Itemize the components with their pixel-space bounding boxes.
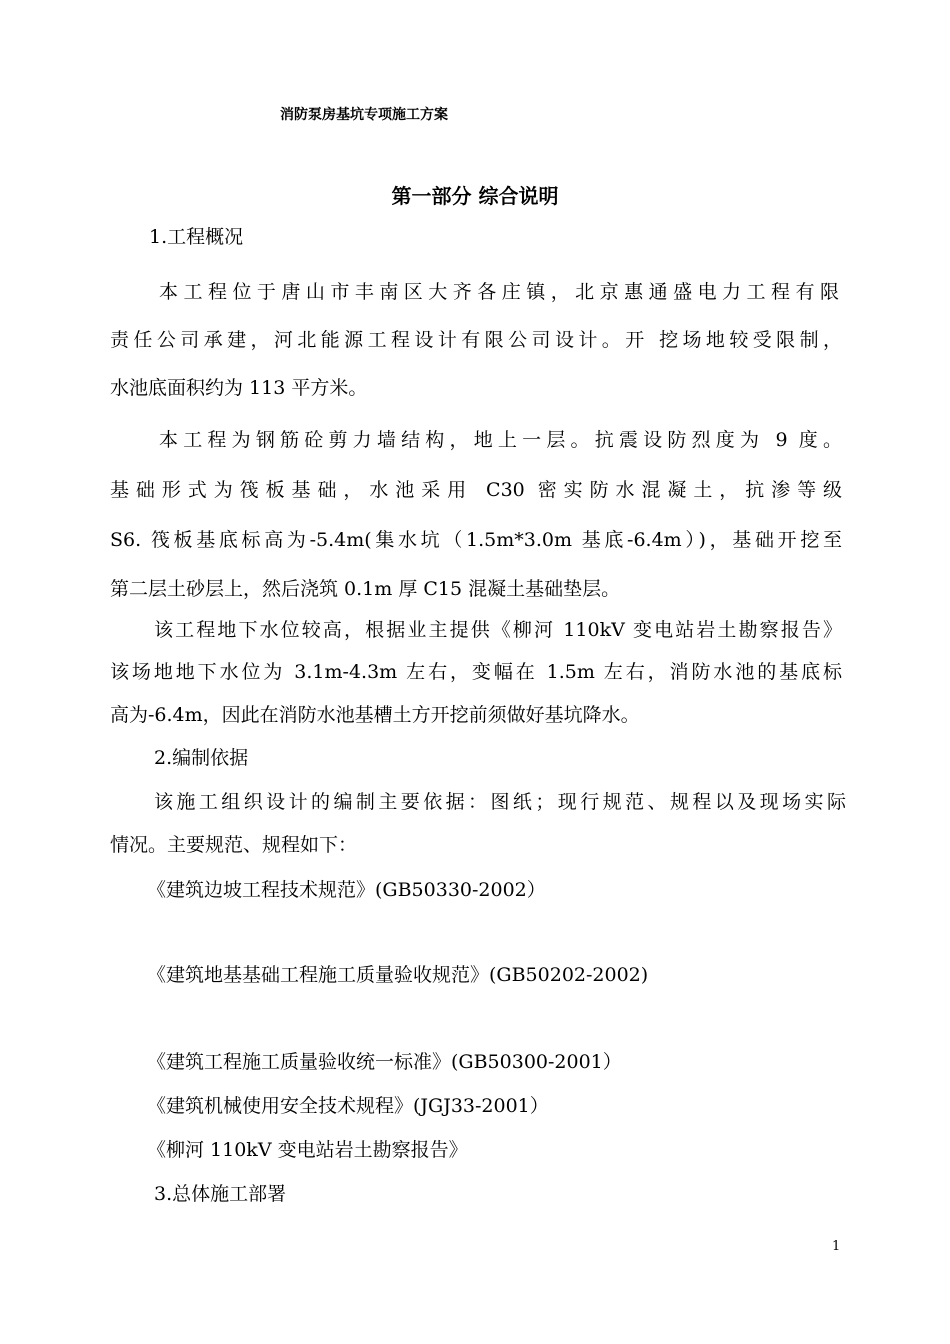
section1-para2-line4: 第二层土砂层上，然后浇筑 0.1m 厚 C15 混凝土基础垫层。 xyxy=(110,578,621,600)
section1-para1-line2: 责任公司承建，河北能源工程设计有限公司设计。开 挖场地较受限制， xyxy=(110,329,842,351)
reference-item: 《建筑地基基础工程施工质量验收规范》(GB50202-2002) xyxy=(147,964,649,986)
part-title: 第一部分 综合说明 xyxy=(391,184,559,208)
section1-para3-line1: 该工程地下水位较高，根据业主提供《柳河 110kV 变电站岩土勘察报告》 xyxy=(154,619,842,641)
section1-heading: 1.工程概况 xyxy=(149,226,244,248)
section1-para3-line3: 高为-6.4m，因此在消防水池基槽土方开挖前须做好基坑降水。 xyxy=(110,704,640,726)
reference-item: 《建筑机械使用安全技术规程》(JGJ33-2001） xyxy=(147,1095,549,1117)
section1-para1-line3: 水池底面积约为 113 平方米。 xyxy=(110,377,368,399)
section1-para2-line1: 本工程为钢筋砼剪力墙结构，地上一层。抗震设防烈度为 9 度。 xyxy=(159,429,842,451)
section2-heading: 2.编制依据 xyxy=(154,747,249,769)
page-number: 1 xyxy=(832,1239,841,1254)
section1-para3-line2: 该场地地下水位为 3.1m-4.3m 左右，变幅在 1.5m 左右，消防水池的基底标 xyxy=(110,661,842,683)
section1-para2-line3: S6. 筏板基底标高为-5.4m(集水坑（1.5m*3.0m 基底-6.4m）)，基础开挖至 xyxy=(110,529,842,551)
section2-para-line1: 该施工组织设计的编制主要依据：图纸；现行规范、规程以及现场实际 xyxy=(154,791,846,813)
reference-item: 《柳河 110kV 变电站岩土勘察报告》 xyxy=(147,1139,468,1161)
document-header-title: 消防泵房基坑专项施工方案 xyxy=(280,107,448,123)
section1-para1-line1: 本工程位于唐山市丰南区大齐各庄镇，北京惠通盛电力工程有限 xyxy=(159,281,839,303)
section2-para-line2: 情况。主要规范、规程如下： xyxy=(110,834,358,856)
section1-para2-line2: 基础形式为筏板基础，水池采用 C30 密实防水混凝土，抗渗等级 xyxy=(110,479,842,501)
reference-item: 《建筑边坡工程技术规范》(GB50330-2002） xyxy=(147,879,546,901)
reference-item: 《建筑工程施工质量验收统一标准》(GB50300-2001） xyxy=(147,1051,622,1073)
section3-heading: 3.总体施工部署 xyxy=(154,1183,287,1205)
